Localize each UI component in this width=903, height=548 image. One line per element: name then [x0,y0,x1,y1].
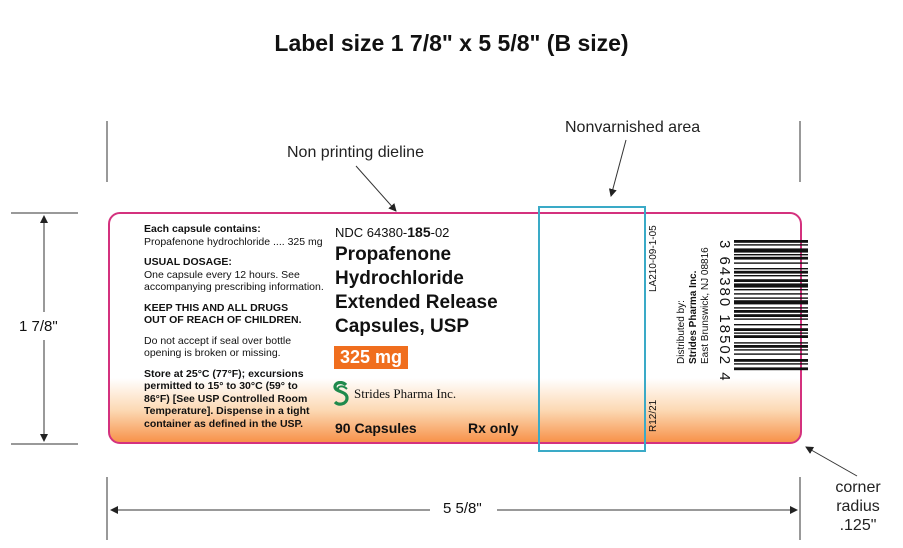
dosage-line-2: accompanying prescribing information. [144,281,324,293]
barcode-bar [734,359,808,362]
product-name [335,243,498,339]
company-name: Strides Pharma Inc. [354,386,457,401]
store-line-1: Store at 25°C (77°F); excursions [144,367,304,380]
ndc-product: 185 [407,224,431,240]
distributed-by-label: Distributed by: [676,300,687,364]
barcode-bar [734,248,808,252]
dosage-line-1: One capsule every 12 hours. See [144,268,300,281]
barcode-bar [734,271,808,274]
distributor-address: East Brunswick, NJ 08816 [700,247,711,364]
page-title: Label size 1 7/8" x 5 5/8" (B size) [274,30,629,56]
rx-only: Rx only [468,420,519,436]
barcode-bar [734,293,808,294]
barcode-bar [734,262,808,263]
barcode-bar [734,324,808,325]
product-name-line-3: Extended Release [335,292,498,313]
barcode-bar [734,275,808,276]
barcode-bar [734,367,808,370]
seal-line-1: Do not accept if seal over bottle [144,334,292,347]
capsule-count: 90 Capsules [335,420,417,436]
distributor-name: Strides Pharma Inc. [688,270,699,364]
barcode-bar [734,244,808,245]
barcode-bar [734,268,808,269]
nonvarnished-area [538,206,646,452]
dieline-leader [356,166,396,211]
dosage-heading: USUAL DOSAGE: [144,256,232,268]
keep-line-2: OUT OF REACH OF CHILDREN. [144,314,302,326]
strength-badge: 325 mg [334,346,408,369]
product-name-line-4: Capsules, USP [335,316,470,337]
corner-leader [806,447,857,476]
barcode-bar [734,342,808,343]
height-dimension: 1 7/8" [19,318,58,335]
lot-code: LA210-09-1-05 [648,225,659,292]
barcode-bar [734,257,808,260]
barcode-digits: 3 64380 18502 4 [716,240,733,383]
barcode-bar [734,332,808,333]
barcode-bar [734,289,808,290]
revision-code: R12/21 [648,399,659,432]
barcode-bar [734,283,808,287]
corner-radius-line-3: .125" [839,517,877,534]
width-dimension: 5 5/8" [443,500,482,517]
barcode-bar [734,310,808,313]
barcode-bar [734,240,808,243]
label-left-column [144,223,329,430]
company-logo [332,381,456,407]
barcode-bar [734,297,808,298]
ndc-prefix: NDC 64380- [335,225,408,240]
store-line-3: 86°F) [See USP Controlled Room [144,392,308,405]
contains-heading: Each capsule contains: [144,223,261,235]
store-line-2: permitted to 15° to 30°C (59° to [144,380,298,392]
corner-radius-line-2: radius [836,498,880,515]
store-line-5: container as defined in the USP. [144,417,304,430]
product-name-line-2: Hydrochloride [335,268,464,289]
barcode-bar [734,349,808,350]
nonvarnished-callout: Nonvarnished area [565,119,701,136]
ndc-number [335,224,449,240]
corner-radius-line-1: corner [835,479,881,496]
barcode-bar [734,318,808,319]
barcode-bar [734,328,808,331]
barcode-bar [734,345,808,348]
barcode-bar [734,254,808,255]
product-name-line-1: Propafenone [335,244,452,265]
barcode-bar [734,300,808,304]
barcode-bar [734,335,808,338]
contains-line: Propafenone hydrochloride .... 325 mg [144,235,323,248]
barcode-bar [734,314,808,317]
seal-line-2: opening is broken or missing. [144,347,281,359]
barcode-bar [734,307,808,308]
strides-logo-icon [332,381,350,407]
barcode-bar [734,353,808,354]
barcode-bar [734,279,808,282]
nonvarnished-leader [611,140,626,196]
store-line-4: Temperature]. Dispense in a tight [144,405,310,417]
barcode-bar [734,363,808,364]
ndc-suffix: -02 [430,225,450,240]
dieline-callout: Non printing dieline [287,144,424,161]
distributor-block [676,247,712,364]
keep-line-1: KEEP THIS AND ALL DRUGS [144,301,289,314]
barcode [722,240,808,410]
